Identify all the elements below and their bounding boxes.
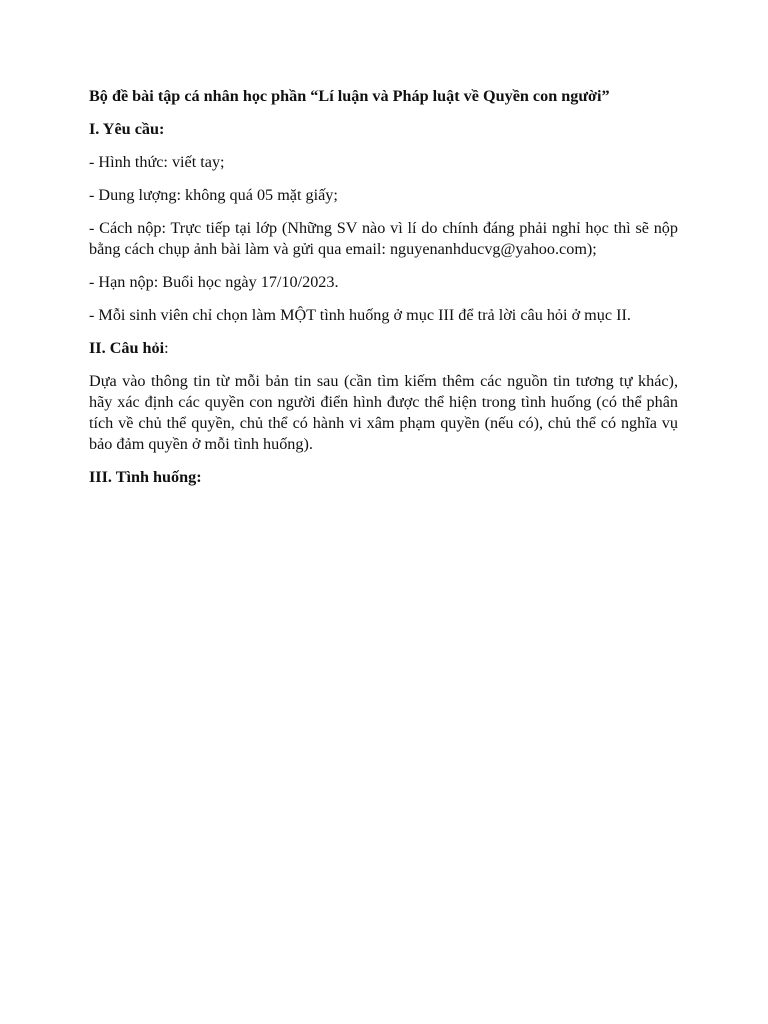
requirement-submission-method: - Cách nộp: Trực tiếp tại lớp (Những SV nào vì lí do chính đáng phải nghỉ học thì sẽ nộp bằng cách chụp ảnh bài làm và gửi qua email: nguyenanhducvg@yahoo.com); xyxy=(89,219,678,258)
requirement-deadline: - Hạn nộp: Buổi học ngày 17/10/2023. xyxy=(89,273,339,291)
questions-body: Dựa vào thông tin từ mỗi bản tin sau (cần tìm kiếm thêm các nguồn tin tương tự khác), hãy xác định các quyền con người điển hình được thể hiện trong tình huống (có thể phân tích về chủ thể quyền, chủ thể có hành vi xâm phạm quyền (nếu có), chủ thể có nghĩa vụ bảo đảm quyền ở mỗi tình huống). xyxy=(89,372,678,453)
requirement-choose-one: - Mỗi sinh viên chỉ chọn làm MỘT tình huống ở mục III để trả lời câu hỏi ở mục II. xyxy=(89,306,631,324)
section-questions-heading-text: II. Câu hỏi xyxy=(89,339,165,357)
section-situations-heading: III. Tình huống: xyxy=(89,468,202,486)
section-requirements-heading: I. Yêu cầu: xyxy=(89,120,165,138)
requirement-format: - Hình thức: viết tay; xyxy=(89,153,225,171)
document-title: Bộ đề bài tập cá nhân học phần “Lí luận và Pháp luật về Quyền con người” xyxy=(89,87,610,105)
requirement-length: - Dung lượng: không quá 05 mặt giấy; xyxy=(89,186,338,204)
document-page xyxy=(89,86,678,500)
section-questions-heading xyxy=(89,338,678,359)
section-questions-heading-colon: : xyxy=(164,339,169,357)
